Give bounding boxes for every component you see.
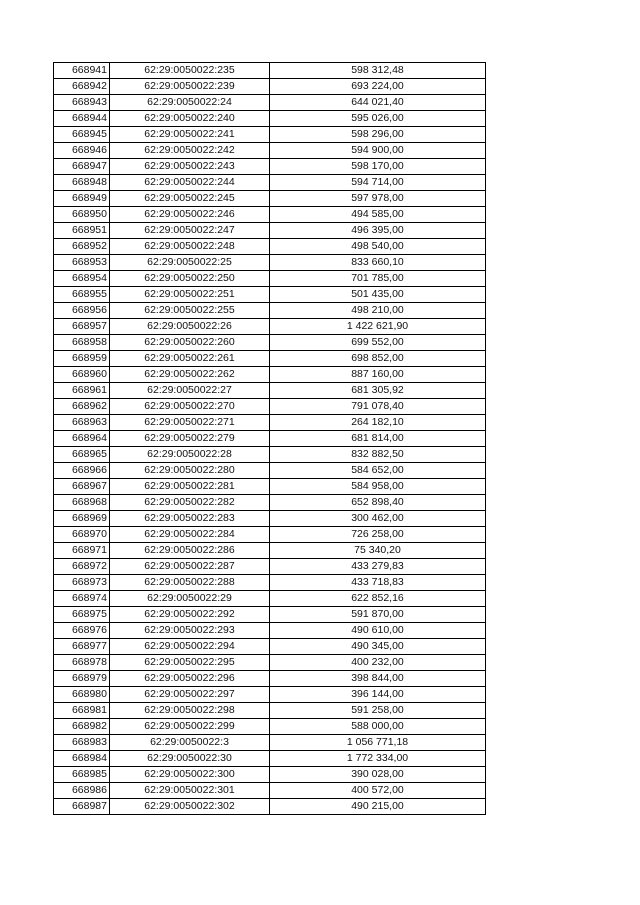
row-number-cell: 668973 [54, 575, 110, 591]
cadastral-number-cell: 62:29:0050022:241 [110, 127, 270, 143]
row-number-cell: 668959 [54, 351, 110, 367]
row-number-cell: 668954 [54, 271, 110, 287]
cadastral-value-cell: 887 160,00 [270, 367, 486, 383]
row-number-cell: 668977 [54, 639, 110, 655]
table-row [54, 687, 486, 703]
cadastral-number-cell: 62:29:0050022:3 [110, 735, 270, 751]
cadastral-number-cell: 62:29:0050022:27 [110, 383, 270, 399]
cadastral-value-cell: 595 026,00 [270, 111, 486, 127]
table-row [54, 79, 486, 95]
table-row [54, 319, 486, 335]
table-row [54, 63, 486, 79]
cadastral-number-cell: 62:29:0050022:282 [110, 495, 270, 511]
table-body [54, 63, 486, 815]
cadastral-number-cell: 62:29:0050022:248 [110, 239, 270, 255]
cadastral-value-cell: 588 000,00 [270, 719, 486, 735]
table-row [54, 271, 486, 287]
table-row [54, 639, 486, 655]
cadastral-number-cell: 62:29:0050022:284 [110, 527, 270, 543]
cadastral-value-cell: 652 898,40 [270, 495, 486, 511]
row-number-cell: 668945 [54, 127, 110, 143]
cadastral-number-cell: 62:29:0050022:302 [110, 799, 270, 815]
table-row [54, 703, 486, 719]
cadastral-number-cell: 62:29:0050022:250 [110, 271, 270, 287]
table-row [54, 543, 486, 559]
cadastral-value-cell: 698 852,00 [270, 351, 486, 367]
row-number-cell: 668950 [54, 207, 110, 223]
row-number-cell: 668972 [54, 559, 110, 575]
table-row [54, 559, 486, 575]
row-number-cell: 668966 [54, 463, 110, 479]
cadastral-value-cell: 490 215,00 [270, 799, 486, 815]
cadastral-number-cell: 62:29:0050022:26 [110, 319, 270, 335]
cadastral-value-cell: 681 814,00 [270, 431, 486, 447]
cadastral-value-cell: 591 258,00 [270, 703, 486, 719]
table-row [54, 751, 486, 767]
cadastral-value-cell: 598 312,48 [270, 63, 486, 79]
row-number-cell: 668951 [54, 223, 110, 239]
cadastral-number-cell: 62:29:0050022:261 [110, 351, 270, 367]
table-row [54, 655, 486, 671]
cadastral-value-cell: 1 772 334,00 [270, 751, 486, 767]
cadastral-value-cell: 693 224,00 [270, 79, 486, 95]
row-number-cell: 668975 [54, 607, 110, 623]
cadastral-value-cell: 396 144,00 [270, 687, 486, 703]
cadastral-value-cell: 498 540,00 [270, 239, 486, 255]
table-row [54, 383, 486, 399]
cadastral-value-cell: 400 572,00 [270, 783, 486, 799]
row-number-cell: 668969 [54, 511, 110, 527]
table-row [54, 111, 486, 127]
row-number-cell: 668941 [54, 63, 110, 79]
table-row [54, 351, 486, 367]
row-number-cell: 668948 [54, 175, 110, 191]
cadastral-number-cell: 62:29:0050022:242 [110, 143, 270, 159]
cadastral-value-cell: 832 882,50 [270, 447, 486, 463]
row-number-cell: 668963 [54, 415, 110, 431]
cadastral-number-cell: 62:29:0050022:287 [110, 559, 270, 575]
table-row [54, 591, 486, 607]
table-row [54, 367, 486, 383]
row-number-cell: 668952 [54, 239, 110, 255]
table-row [54, 239, 486, 255]
cadastral-value-table [53, 62, 486, 815]
cadastral-number-cell: 62:29:0050022:29 [110, 591, 270, 607]
table-row [54, 463, 486, 479]
row-number-cell: 668987 [54, 799, 110, 815]
cadastral-value-cell: 400 232,00 [270, 655, 486, 671]
table-row [54, 575, 486, 591]
cadastral-value-cell: 594 714,00 [270, 175, 486, 191]
cadastral-number-cell: 62:29:0050022:271 [110, 415, 270, 431]
row-number-cell: 668967 [54, 479, 110, 495]
table-row [54, 623, 486, 639]
cadastral-number-cell: 62:29:0050022:246 [110, 207, 270, 223]
table-row [54, 335, 486, 351]
cadastral-value-cell: 598 296,00 [270, 127, 486, 143]
row-number-cell: 668942 [54, 79, 110, 95]
row-number-cell: 668953 [54, 255, 110, 271]
cadastral-value-cell: 681 305,92 [270, 383, 486, 399]
cadastral-number-cell: 62:29:0050022:30 [110, 751, 270, 767]
cadastral-number-cell: 62:29:0050022:299 [110, 719, 270, 735]
row-number-cell: 668960 [54, 367, 110, 383]
cadastral-value-cell: 598 170,00 [270, 159, 486, 175]
cadastral-value-cell: 726 258,00 [270, 527, 486, 543]
cadastral-value-cell: 490 345,00 [270, 639, 486, 655]
cadastral-number-cell: 62:29:0050022:262 [110, 367, 270, 383]
row-number-cell: 668943 [54, 95, 110, 111]
table-row [54, 207, 486, 223]
row-number-cell: 668986 [54, 783, 110, 799]
cadastral-number-cell: 62:29:0050022:235 [110, 63, 270, 79]
table-row [54, 143, 486, 159]
cadastral-value-cell: 494 585,00 [270, 207, 486, 223]
cadastral-number-cell: 62:29:0050022:251 [110, 287, 270, 303]
table-row [54, 127, 486, 143]
cadastral-number-cell: 62:29:0050022:28 [110, 447, 270, 463]
cadastral-number-cell: 62:29:0050022:293 [110, 623, 270, 639]
cadastral-value-cell: 1 056 771,18 [270, 735, 486, 751]
cadastral-number-cell: 62:29:0050022:298 [110, 703, 270, 719]
cadastral-number-cell: 62:29:0050022:286 [110, 543, 270, 559]
cadastral-value-cell: 644 021,40 [270, 95, 486, 111]
row-number-cell: 668978 [54, 655, 110, 671]
cadastral-number-cell: 62:29:0050022:295 [110, 655, 270, 671]
cadastral-number-cell: 62:29:0050022:297 [110, 687, 270, 703]
row-number-cell: 668983 [54, 735, 110, 751]
cadastral-value-cell: 701 785,00 [270, 271, 486, 287]
cadastral-number-cell: 62:29:0050022:255 [110, 303, 270, 319]
cadastral-number-cell: 62:29:0050022:245 [110, 191, 270, 207]
cadastral-number-cell: 62:29:0050022:296 [110, 671, 270, 687]
cadastral-number-cell: 62:29:0050022:240 [110, 111, 270, 127]
cadastral-value-cell: 501 435,00 [270, 287, 486, 303]
cadastral-number-cell: 62:29:0050022:25 [110, 255, 270, 271]
row-number-cell: 668962 [54, 399, 110, 415]
table-row [54, 415, 486, 431]
cadastral-number-cell: 62:29:0050022:301 [110, 783, 270, 799]
row-number-cell: 668958 [54, 335, 110, 351]
row-number-cell: 668970 [54, 527, 110, 543]
cadastral-value-cell: 594 900,00 [270, 143, 486, 159]
cadastral-value-cell: 75 340,20 [270, 543, 486, 559]
cadastral-number-cell: 62:29:0050022:281 [110, 479, 270, 495]
cadastral-value-cell: 597 978,00 [270, 191, 486, 207]
cadastral-number-cell: 62:29:0050022:247 [110, 223, 270, 239]
cadastral-value-cell: 498 210,00 [270, 303, 486, 319]
cadastral-number-cell: 62:29:0050022:283 [110, 511, 270, 527]
row-number-cell: 668946 [54, 143, 110, 159]
table-row [54, 495, 486, 511]
row-number-cell: 668979 [54, 671, 110, 687]
row-number-cell: 668982 [54, 719, 110, 735]
cadastral-value-cell: 791 078,40 [270, 399, 486, 415]
cadastral-value-cell: 490 610,00 [270, 623, 486, 639]
table-row [54, 447, 486, 463]
cadastral-number-cell: 62:29:0050022:279 [110, 431, 270, 447]
cadastral-number-cell: 62:29:0050022:280 [110, 463, 270, 479]
cadastral-value-cell: 433 718,83 [270, 575, 486, 591]
cadastral-value-cell: 300 462,00 [270, 511, 486, 527]
cadastral-value-cell: 622 852,16 [270, 591, 486, 607]
table-row [54, 671, 486, 687]
row-number-cell: 668976 [54, 623, 110, 639]
table-row [54, 783, 486, 799]
cadastral-number-cell: 62:29:0050022:294 [110, 639, 270, 655]
table-row [54, 431, 486, 447]
cadastral-number-cell: 62:29:0050022:270 [110, 399, 270, 415]
row-number-cell: 668949 [54, 191, 110, 207]
cadastral-number-cell: 62:29:0050022:292 [110, 607, 270, 623]
table-row [54, 527, 486, 543]
table-row [54, 607, 486, 623]
table-row [54, 799, 486, 815]
table-row [54, 223, 486, 239]
table-row [54, 191, 486, 207]
cadastral-value-cell: 591 870,00 [270, 607, 486, 623]
row-number-cell: 668961 [54, 383, 110, 399]
cadastral-value-cell: 398 844,00 [270, 671, 486, 687]
table-row [54, 303, 486, 319]
table-row [54, 767, 486, 783]
table-row [54, 255, 486, 271]
table-row [54, 719, 486, 735]
row-number-cell: 668980 [54, 687, 110, 703]
row-number-cell: 668985 [54, 767, 110, 783]
table-row [54, 287, 486, 303]
cadastral-value-cell: 433 279,83 [270, 559, 486, 575]
table-row [54, 159, 486, 175]
cadastral-number-cell: 62:29:0050022:244 [110, 175, 270, 191]
cadastral-value-cell: 833 660,10 [270, 255, 486, 271]
row-number-cell: 668944 [54, 111, 110, 127]
row-number-cell: 668974 [54, 591, 110, 607]
cadastral-value-cell: 584 958,00 [270, 479, 486, 495]
row-number-cell: 668971 [54, 543, 110, 559]
row-number-cell: 668968 [54, 495, 110, 511]
cadastral-value-cell: 264 182,10 [270, 415, 486, 431]
table-row [54, 511, 486, 527]
cadastral-number-cell: 62:29:0050022:300 [110, 767, 270, 783]
cadastral-value-cell: 584 652,00 [270, 463, 486, 479]
table-row [54, 399, 486, 415]
cadastral-value-cell: 496 395,00 [270, 223, 486, 239]
cadastral-number-cell: 62:29:0050022:260 [110, 335, 270, 351]
cadastral-number-cell: 62:29:0050022:239 [110, 79, 270, 95]
row-number-cell: 668955 [54, 287, 110, 303]
row-number-cell: 668957 [54, 319, 110, 335]
cadastral-value-cell: 390 028,00 [270, 767, 486, 783]
row-number-cell: 668956 [54, 303, 110, 319]
row-number-cell: 668964 [54, 431, 110, 447]
row-number-cell: 668984 [54, 751, 110, 767]
cadastral-number-cell: 62:29:0050022:24 [110, 95, 270, 111]
row-number-cell: 668947 [54, 159, 110, 175]
cadastral-value-cell: 1 422 621,90 [270, 319, 486, 335]
table-row [54, 735, 486, 751]
table-row [54, 175, 486, 191]
cadastral-value-cell: 699 552,00 [270, 335, 486, 351]
row-number-cell: 668981 [54, 703, 110, 719]
cadastral-number-cell: 62:29:0050022:288 [110, 575, 270, 591]
table-row [54, 95, 486, 111]
cadastral-number-cell: 62:29:0050022:243 [110, 159, 270, 175]
table-row [54, 479, 486, 495]
row-number-cell: 668965 [54, 447, 110, 463]
